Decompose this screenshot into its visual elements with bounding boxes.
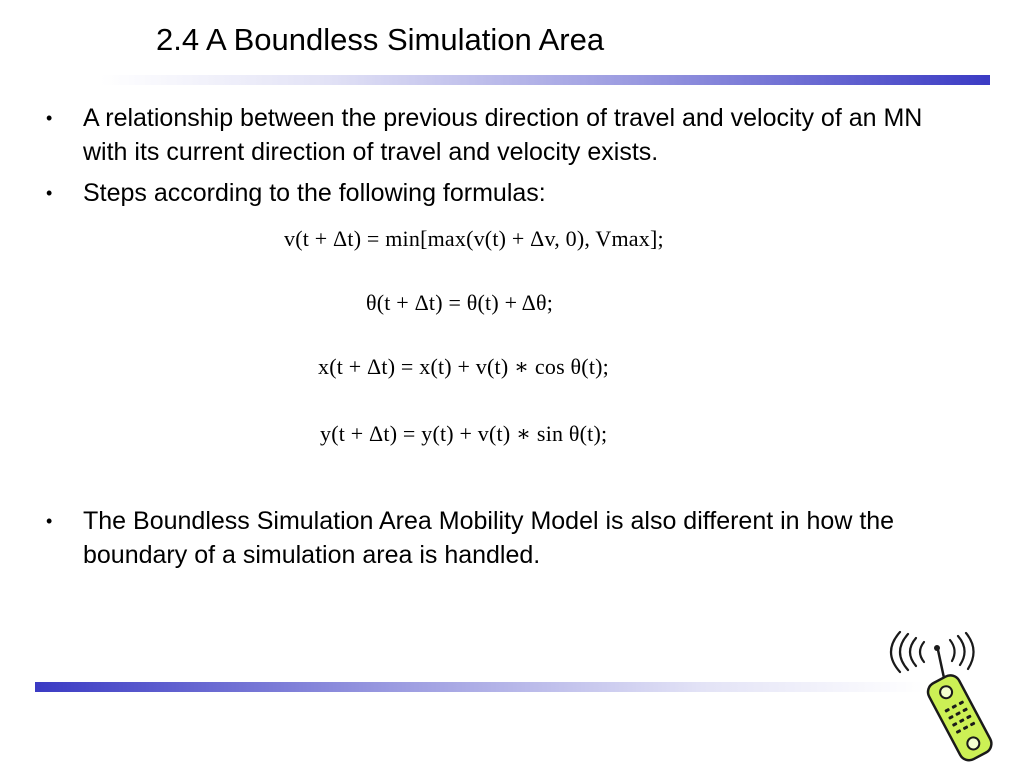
formula-x-position: x(t + Δt) = x(t) + v(t) ∗ cos θ(t); [318,354,609,379]
footer-rule-gradient [35,682,925,692]
bullet-text: The Boundless Simulation Area Mobility Model is also different in how the boundary of a simulation area is handled. [83,507,895,569]
formula-direction: θ(t + Δt) = θ(t) + Δθ; [366,290,554,315]
bullet-item [46,176,973,210]
bullet-item [46,101,973,169]
bullet-text: Steps according to the following formulas: [83,179,546,207]
cell-phone-with-signal-waves-icon [880,628,1000,763]
phone-body [925,672,995,763]
formula-y-position: y(t + Δt) = y(t) + v(t) ∗ sin θ(t); [320,421,608,446]
bullet-text: A relationship between the previous direction of travel and velocity of an MN with its current direction of travel and velocity exists. [83,104,923,166]
slide-title: 2.4 A Boundless Simulation Area [156,22,605,57]
signal-waves-icon [891,632,974,672]
title-underline-gradient [100,75,990,85]
bullet-marker: • [46,511,53,531]
formula-velocity: v(t + Δt) = min[max(v(t) + Δv, 0), Vmax]; [284,226,664,251]
bullet-marker: • [46,183,53,203]
bullet-item [46,504,973,572]
bullet-marker: • [46,108,53,128]
